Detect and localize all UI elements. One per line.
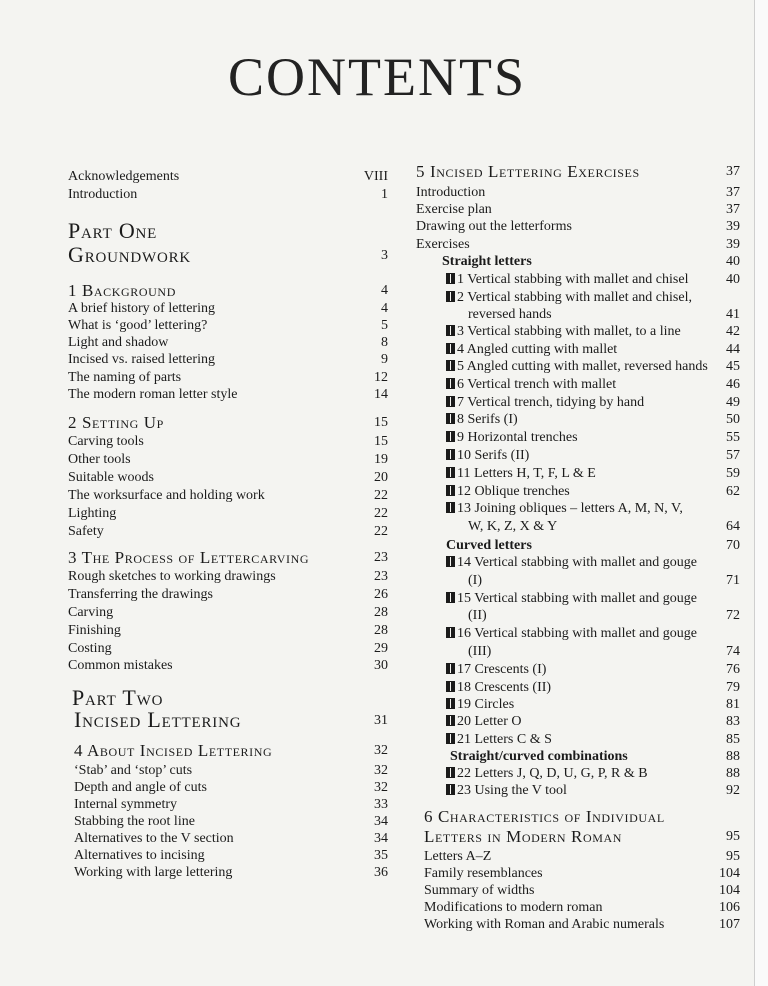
toc-entry <box>68 487 265 504</box>
toc-page-number: 22 <box>374 524 388 539</box>
toc-entry <box>74 864 232 881</box>
toc-page-number: 1 <box>381 187 388 202</box>
toc-entry <box>416 184 485 201</box>
toc-entry-title: 7 Vertical trench, tidying by hand <box>457 395 645 410</box>
toc-entry-title: Alternatives to incising <box>74 848 205 863</box>
page-edge <box>754 0 768 986</box>
toc-entry-title: 11 Letters H, T, F, L & E <box>457 466 596 481</box>
toc-page-number: 49 <box>726 395 740 410</box>
exercise-marker-icon <box>446 698 455 709</box>
toc-page-number: 15 <box>374 415 388 430</box>
exercise-marker-icon <box>446 681 455 692</box>
toc-entry <box>68 586 213 603</box>
toc-page-number: 85 <box>726 732 740 747</box>
exercise-marker-icon <box>446 485 455 496</box>
toc-page-number: 23 <box>374 569 388 584</box>
toc-page-number: 32 <box>374 780 388 795</box>
toc-page-number: 74 <box>726 644 740 659</box>
toc-entry-title: Exercises <box>416 237 470 252</box>
toc-entry-title: Carving tools <box>68 434 144 449</box>
exercise-marker-icon <box>446 784 455 795</box>
toc-entry-title: Letters in Modern Roman <box>424 827 623 846</box>
toc-entry-title: Exercise plan <box>416 202 492 217</box>
toc-entry-title: 12 Oblique trenches <box>457 484 570 499</box>
toc-entry-title: Alternatives to the V section <box>74 831 234 846</box>
toc-page-number: 50 <box>726 412 740 427</box>
toc-entry <box>424 865 543 882</box>
exercise-marker-icon <box>446 396 455 407</box>
toc-entry <box>68 622 121 639</box>
toc-page-number: 76 <box>726 662 740 677</box>
toc-page-number: 19 <box>374 452 388 467</box>
toc-entry-title: 5 Incised Lettering Exercises <box>416 162 640 181</box>
toc-entry <box>468 572 482 589</box>
toc-entry-title: 3 Vertical stabbing with mallet, to a line <box>457 324 681 339</box>
toc-entry <box>446 782 567 799</box>
toc-entry-title: Finishing <box>68 623 121 638</box>
toc-entry <box>68 604 113 621</box>
toc-entry-title: 20 Letter O <box>457 714 522 729</box>
toc-page-number: 35 <box>374 848 388 863</box>
toc-entry-title: Internal symmetry <box>74 797 178 812</box>
toc-right-column <box>416 0 742 986</box>
toc-page-number: 72 <box>726 608 740 623</box>
toc-entry <box>68 369 181 386</box>
toc-entry-title: Letters A–Z <box>424 849 492 864</box>
toc-page-number: 23 <box>374 550 388 565</box>
toc-entry <box>450 748 628 765</box>
toc-entry-title: 15 Vertical stabbing with mallet and gouge <box>457 591 698 606</box>
toc-entry-title: Stabbing the root line <box>74 814 195 829</box>
toc-entry-title: 21 Letters C & S <box>457 732 552 747</box>
toc-page-number: 88 <box>726 766 740 781</box>
toc-entry-title: 9 Horizontal trenches <box>457 430 578 445</box>
toc-entry <box>446 554 697 571</box>
exercise-marker-icon <box>446 663 455 674</box>
exercise-marker-icon <box>446 273 455 284</box>
toc-entry-title: Incised Lettering <box>74 707 242 732</box>
toc-page-number: 62 <box>726 484 740 499</box>
toc-entry <box>446 358 708 375</box>
exercise-marker-icon <box>446 592 455 603</box>
toc-entry <box>68 433 144 450</box>
toc-entry-title: The naming of parts <box>68 370 182 385</box>
toc-entry-title: Suitable woods <box>68 470 154 485</box>
exercise-marker-icon <box>446 627 455 638</box>
toc-entry-title: 1 Background <box>68 281 176 300</box>
toc-entry-title: 1 Vertical stabbing with mallet and chisel <box>457 272 689 287</box>
toc-entry-title: Straight/curved combinations <box>450 749 628 764</box>
exercise-marker-icon <box>446 291 455 302</box>
toc-entry <box>446 537 532 554</box>
toc-entry-title: Lighting <box>68 506 117 521</box>
toc-entry <box>68 413 164 433</box>
toc-page-number: 70 <box>726 538 740 553</box>
toc-entry <box>446 696 514 713</box>
toc-entry <box>68 523 104 540</box>
toc-entry-title: 14 Vertical stabbing with mallet and gouge <box>457 555 698 570</box>
toc-page-number: 42 <box>726 324 740 339</box>
toc-page-number: 40 <box>726 272 740 287</box>
toc-entry <box>446 376 616 393</box>
toc-entry <box>446 483 570 500</box>
toc-entry <box>68 657 173 674</box>
toc-entry-title: Common mistakes <box>68 658 173 673</box>
toc-page-number: 36 <box>374 865 388 880</box>
toc-entry <box>74 847 205 864</box>
toc-entry-title: Summary of widths <box>424 883 535 898</box>
toc-entry <box>424 848 491 865</box>
toc-page-number: 104 <box>719 883 740 898</box>
toc-entry-title: 2 Setting Up <box>68 413 164 432</box>
toc-page-number: 57 <box>726 448 740 463</box>
toc-entry <box>68 548 309 568</box>
toc-entry-title: Working with large lettering <box>74 865 233 880</box>
toc-entry-title: A brief history of lettering <box>68 301 215 316</box>
exercise-marker-icon <box>446 431 455 442</box>
toc-entry <box>68 386 238 403</box>
toc-page-number: 5 <box>381 318 388 333</box>
toc-entry-title: Incised vs. raised lettering <box>68 352 215 367</box>
toc-page-number: 3 <box>381 248 388 263</box>
exercise-marker-icon <box>446 556 455 567</box>
toc-entry <box>74 762 192 779</box>
toc-page-number: 104 <box>719 866 740 881</box>
toc-entry <box>68 451 131 468</box>
toc-page-number: 37 <box>726 202 740 217</box>
toc-page-number: 37 <box>726 164 740 179</box>
toc-page-number: 83 <box>726 714 740 729</box>
toc-entry-title: Safety <box>68 524 104 539</box>
exercise-marker-icon <box>446 502 455 513</box>
toc-entry <box>68 281 176 301</box>
toc-entry <box>424 916 664 933</box>
toc-entry <box>446 323 681 340</box>
toc-entry-title: 6 Vertical trench with mallet <box>457 377 617 392</box>
toc-entry-title: 10 Serifs (II) <box>457 448 530 463</box>
toc-entry <box>68 186 137 203</box>
toc-entry-title: Working with Roman and Arabic numerals <box>424 917 665 932</box>
toc-entry <box>68 334 168 351</box>
toc-entry-title: What is ‘good’ lettering? <box>68 318 208 333</box>
toc-entry <box>442 253 532 270</box>
toc-entry <box>446 661 546 678</box>
toc-page-number: 37 <box>726 185 740 200</box>
toc-entry <box>416 236 470 253</box>
toc-page-number: 64 <box>726 519 740 534</box>
toc-entry <box>446 289 692 306</box>
toc-entry-title: Drawing out the letterforms <box>416 219 572 234</box>
toc-page-number: 29 <box>374 641 388 656</box>
exercise-marker-icon <box>446 715 455 726</box>
toc-entry-title: Straight letters <box>442 254 532 269</box>
toc-entry <box>446 679 551 696</box>
toc-page-number: 8 <box>381 335 388 350</box>
toc-page-number: 88 <box>726 749 740 764</box>
toc-entry <box>68 469 154 486</box>
toc-entry-title: The modern roman letter style <box>68 387 238 402</box>
toc-page-number: 34 <box>374 814 388 829</box>
toc-page-number: 22 <box>374 506 388 521</box>
toc-entry-title: W, K, Z, X & Y <box>468 519 558 534</box>
toc-entry <box>68 300 215 317</box>
toc-entry-title: (I) <box>468 573 482 588</box>
toc-entry <box>446 411 518 428</box>
toc-entry <box>68 505 116 522</box>
toc-entry <box>446 590 697 607</box>
toc-entry-title: Curved letters <box>446 538 532 553</box>
toc-entry <box>68 242 191 268</box>
toc-page-number: 14 <box>374 387 388 402</box>
toc-entry-title: Introduction <box>68 187 138 202</box>
toc-entry <box>74 796 177 813</box>
page-title: CONTENTS <box>228 47 526 107</box>
toc-page-number: 32 <box>374 763 388 778</box>
toc-page-number: 4 <box>381 283 388 298</box>
toc-entry-title: Other tools <box>68 452 131 467</box>
toc-entry <box>68 218 157 244</box>
toc-page-number: 33 <box>374 797 388 812</box>
toc-page-number: 44 <box>726 342 740 357</box>
toc-page-number: VIII <box>363 169 388 184</box>
toc-page-number: 15 <box>374 434 388 449</box>
toc-entry <box>416 218 572 235</box>
toc-page-number: 20 <box>374 470 388 485</box>
toc-page-number: 12 <box>374 370 388 385</box>
toc-entry-title: Family resemblances <box>424 866 543 881</box>
toc-entry <box>446 713 522 730</box>
toc-entry <box>446 765 648 782</box>
toc-entry <box>424 899 602 916</box>
exercise-marker-icon <box>446 449 455 460</box>
exercise-marker-icon <box>446 733 455 744</box>
toc-entry <box>446 465 596 482</box>
toc-page-number: 4 <box>381 301 388 316</box>
toc-entry-title: Depth and angle of cuts <box>74 780 207 795</box>
toc-page-number: 41 <box>726 307 740 322</box>
toc-entry <box>468 518 557 535</box>
toc-entry-title: Carving <box>68 605 114 620</box>
toc-entry-title: Introduction <box>416 185 486 200</box>
toc-page-number: 26 <box>374 587 388 602</box>
exercise-marker-icon <box>446 378 455 389</box>
toc-entry-title: 4 Angled cutting with mallet <box>457 342 618 357</box>
toc-entry <box>68 351 215 368</box>
toc-page-number: 40 <box>726 254 740 269</box>
toc-page-number: 34 <box>374 831 388 846</box>
toc-entry-title: Part Two <box>72 685 164 710</box>
toc-page-number: 55 <box>726 430 740 445</box>
toc-entry-title: 17 Crescents (I) <box>457 662 547 677</box>
toc-entry-title: Acknowledgements <box>68 169 180 184</box>
toc-entry-title: reversed hands <box>468 307 552 322</box>
toc-entry-title: 22 Letters J, Q, D, U, G, P, R & B <box>457 766 648 781</box>
toc-entry-title: Groundwork <box>68 242 192 267</box>
toc-entry-title: ‘Stab’ and ‘stop’ cuts <box>74 763 193 778</box>
exercise-marker-icon <box>446 413 455 424</box>
toc-entry-title: Light and shadow <box>68 335 169 350</box>
toc-page-number: 79 <box>726 680 740 695</box>
toc-entry <box>74 707 241 733</box>
toc-entry <box>446 394 644 411</box>
toc-entry <box>74 813 195 830</box>
toc-page-number: 39 <box>726 237 740 252</box>
toc-entry-title: 13 Joining obliques – letters A, M, N, V, <box>457 501 683 516</box>
toc-entry <box>468 607 487 624</box>
toc-entry-title: Transferring the drawings <box>68 587 213 602</box>
toc-entry <box>74 830 234 847</box>
toc-entry-title: Costing <box>68 641 112 656</box>
toc-entry <box>446 500 683 517</box>
toc-entry <box>74 779 207 796</box>
toc-entry <box>416 162 640 182</box>
toc-page-number: 45 <box>726 359 740 374</box>
toc-entry <box>446 429 578 446</box>
toc-page-number: 106 <box>719 900 740 915</box>
toc-entry-title: Modifications to modern roman <box>424 900 603 915</box>
toc-page-number: 46 <box>726 377 740 392</box>
toc-entry-title: 2 Vertical stabbing with mallet and chisel, <box>457 290 692 305</box>
toc-entry <box>74 741 272 761</box>
exercise-marker-icon <box>446 325 455 336</box>
exercise-marker-icon <box>446 360 455 371</box>
toc-entry <box>468 306 552 323</box>
toc-entry <box>68 317 207 334</box>
toc-entry-title: 4 About Incised Lettering <box>74 741 273 760</box>
toc-page-number: 59 <box>726 466 740 481</box>
toc-entry-title: 6 Characteristics of Individual <box>424 807 665 826</box>
toc-page-number: 30 <box>374 658 388 673</box>
toc-page-number: 92 <box>726 783 740 798</box>
toc-entry <box>416 201 492 218</box>
toc-page-number: 22 <box>374 488 388 503</box>
toc-entry-title: 18 Crescents (II) <box>457 680 552 695</box>
toc-page-number: 107 <box>719 917 740 932</box>
toc-entry-title: 23 Using the V tool <box>457 783 567 798</box>
toc-entry-title: 19 Circles <box>457 697 515 712</box>
toc-entry <box>68 640 112 657</box>
toc-page-number: 28 <box>374 605 388 620</box>
exercise-marker-icon <box>446 343 455 354</box>
toc-page-number: 39 <box>726 219 740 234</box>
exercise-marker-icon <box>446 467 455 478</box>
toc-entry <box>446 341 617 358</box>
toc-entry <box>468 643 491 660</box>
toc-page-number: 71 <box>726 573 740 588</box>
toc-entry <box>424 827 622 847</box>
toc-entry <box>68 168 179 185</box>
toc-entry-title: Part One <box>68 218 158 243</box>
toc-page-number: 32 <box>374 743 388 758</box>
toc-page-number: 81 <box>726 697 740 712</box>
toc-entry-title: The worksurface and holding work <box>68 488 265 503</box>
exercise-marker-icon <box>446 767 455 778</box>
toc-entry <box>424 882 534 899</box>
toc-page-number: 9 <box>381 352 388 367</box>
toc-left-column <box>68 0 390 986</box>
toc-entry <box>446 625 697 642</box>
toc-page-number: 31 <box>374 713 388 728</box>
toc-entry <box>424 807 665 827</box>
toc-entry <box>446 447 529 464</box>
toc-entry-title: 3 The Process of Lettercarving <box>68 548 310 567</box>
toc-entry-title: 5 Angled cutting with mallet, reversed hands <box>457 359 708 374</box>
toc-entry-title: 8 Serifs (I) <box>457 412 518 427</box>
toc-entry-title: Rough sketches to working drawings <box>68 569 276 584</box>
toc-entry-title: 16 Vertical stabbing with mallet and gouge <box>457 626 698 641</box>
toc-entry <box>68 568 276 585</box>
toc-entry <box>446 271 688 288</box>
toc-entry-title: (III) <box>468 644 492 659</box>
toc-entry-title: (II) <box>468 608 487 623</box>
toc-page-number: 95 <box>726 849 740 864</box>
toc-page-number: 95 <box>726 829 740 844</box>
toc-entry <box>446 731 552 748</box>
toc-page-number: 28 <box>374 623 388 638</box>
